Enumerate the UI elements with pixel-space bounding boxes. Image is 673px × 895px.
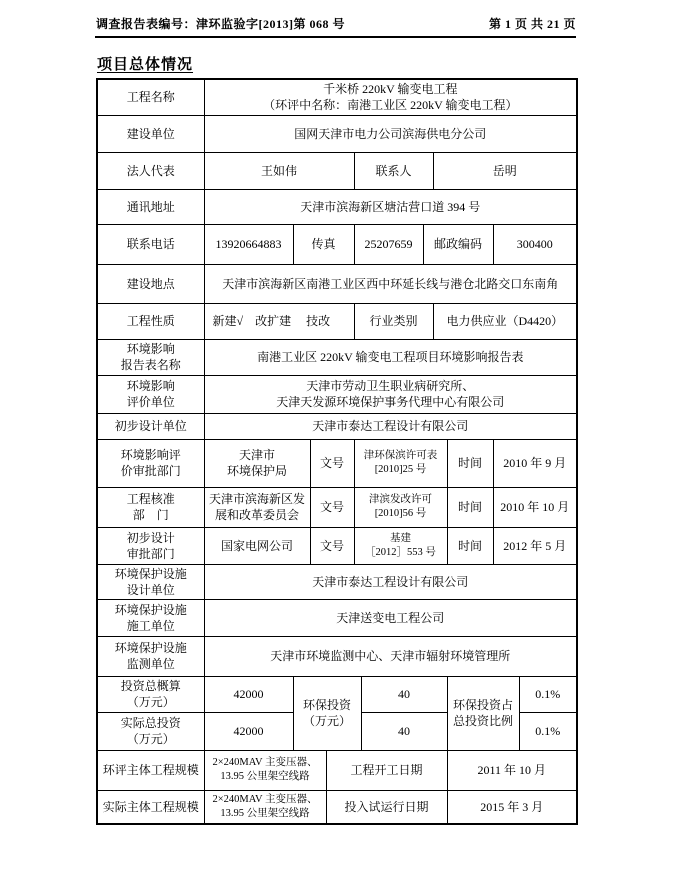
value-construction-unit: 国网天津市电力公司滨海供电分公司 bbox=[204, 115, 577, 152]
table-row bbox=[97, 264, 577, 303]
header-rule bbox=[95, 36, 576, 38]
value-contact-person: 岳明 bbox=[433, 152, 577, 189]
label-eia-approval-time: 时间 bbox=[447, 439, 493, 487]
label-eia-report-name: 环境影响 报告表名称 bbox=[97, 339, 204, 375]
value-eia-approval-time: 2010 年 9 月 bbox=[493, 439, 577, 487]
page-header bbox=[96, 15, 576, 32]
label-project-approval-dept: 工程核准 部 门 bbox=[97, 487, 204, 527]
label-fax: 传真 bbox=[293, 224, 354, 264]
table-row bbox=[97, 439, 577, 487]
label-project-nature: 工程性质 bbox=[97, 303, 204, 339]
label-ep-facility-design-unit: 环境保护设施 设计单位 bbox=[97, 564, 204, 599]
label-approval-doc-number: 文号 bbox=[310, 487, 354, 527]
table-row bbox=[97, 375, 577, 413]
label-trial-operation-date: 投入试运行日期 bbox=[326, 790, 447, 824]
table-row bbox=[97, 527, 577, 564]
table-row bbox=[97, 413, 577, 439]
value-industry-category: 电力供应业（D4420） bbox=[433, 303, 577, 339]
label-total-investment-estimate: 投资总概算 （万元） bbox=[97, 676, 204, 712]
label-construction-site: 建设地点 bbox=[97, 264, 204, 303]
label-industry-category: 行业类别 bbox=[354, 303, 433, 339]
table-body bbox=[97, 79, 577, 824]
label-actual-main-project-scale: 实际主体工程规模 bbox=[97, 790, 204, 824]
label-construction-unit: 建设单位 bbox=[97, 115, 204, 152]
value-project-name: 千米桥 220kV 输变电工程 （环评中名称：南港工业区 220kV 输变电工程） bbox=[204, 79, 577, 115]
value-ep-facility-monitoring-unit: 天津市环境监测中心、天津市辐射环境管理所 bbox=[204, 636, 577, 676]
value-approval-time: 2010 年 10 月 bbox=[493, 487, 577, 527]
table-row bbox=[97, 189, 577, 224]
table-row bbox=[97, 636, 577, 676]
value-trial-operation-date: 2015 年 3 月 bbox=[447, 790, 577, 824]
value-design-doc-number: 基建 ［2012］553 号 bbox=[354, 527, 447, 564]
label-actual-total-investment: 实际总投资 （万元） bbox=[97, 712, 204, 750]
value-ep-facility-construction-unit: 天津送变电工程公司 bbox=[204, 599, 577, 636]
value-project-approval-dept: 天津市滨海新区发 展和改革委员会 bbox=[204, 487, 310, 527]
value-ep-investment-ratio-actual: 0.1% bbox=[519, 712, 577, 750]
table-row bbox=[97, 487, 577, 527]
value-eia-approval-dept: 天津市 环境保护局 bbox=[204, 439, 310, 487]
label-design-doc-number: 文号 bbox=[310, 527, 354, 564]
table-row bbox=[97, 224, 577, 264]
label-legal-representative: 法人代表 bbox=[97, 152, 204, 189]
value-construction-start-date: 2011 年 10 月 bbox=[447, 750, 577, 790]
page-number: 第 1 页 共 21 页 bbox=[488, 17, 576, 31]
value-approval-doc-number: 津滨发改许可 [2010]56 号 bbox=[354, 487, 447, 527]
table-row bbox=[97, 564, 577, 599]
value-actual-main-project-scale: 2×240MAV 主变压器、 13.95 公里架空线路 bbox=[204, 790, 326, 824]
value-eia-main-project-scale: 2×240MAV 主变压器、 13.95 公里架空线路 bbox=[204, 750, 326, 790]
table-row bbox=[97, 790, 577, 824]
label-ep-investment-ratio: 环保投资占 总投资比例 bbox=[447, 676, 519, 750]
value-phone: 13920664883 bbox=[204, 224, 293, 264]
label-approval-time: 时间 bbox=[447, 487, 493, 527]
label-contact-person: 联系人 bbox=[354, 152, 433, 189]
label-eia-unit: 环境影响 评价单位 bbox=[97, 375, 204, 413]
table-row bbox=[97, 750, 577, 790]
value-actual-total-investment: 42000 bbox=[204, 712, 293, 750]
table-row bbox=[97, 339, 577, 375]
table-row bbox=[97, 79, 577, 115]
table-row bbox=[97, 599, 577, 636]
table-row bbox=[97, 152, 577, 189]
value-total-investment-estimate: 42000 bbox=[204, 676, 293, 712]
section-title: 项目总体情况 bbox=[97, 57, 194, 73]
label-eia-main-project-scale: 环评主体工程规模 bbox=[97, 750, 204, 790]
value-fax: 25207659 bbox=[354, 224, 423, 264]
report-number: 调查报告表编号：津环监验字[2013]第 068 号 bbox=[96, 17, 345, 31]
label-design-approval-time: 时间 bbox=[447, 527, 493, 564]
label-mailing-address: 通讯地址 bbox=[97, 189, 204, 224]
value-design-approval-time: 2012 年 5 月 bbox=[493, 527, 577, 564]
label-ep-investment: 环保投资 （万元） bbox=[293, 676, 361, 750]
value-eia-unit: 天津市劳动卫生职业病研究所、 天津天发源环境保护事务代理中心有限公司 bbox=[204, 375, 577, 413]
value-construction-site: 天津市滨海新区南港工业区西中环延长线与港仓北路交口东南角 bbox=[204, 264, 577, 303]
label-preliminary-design-unit: 初步设计单位 bbox=[97, 413, 204, 439]
value-ep-facility-design-unit: 天津市泰达工程设计有限公司 bbox=[204, 564, 577, 599]
table-row bbox=[97, 303, 577, 339]
label-phone: 联系电话 bbox=[97, 224, 204, 264]
label-ep-facility-construction-unit: 环境保护设施 施工单位 bbox=[97, 599, 204, 636]
value-postal-code: 300400 bbox=[493, 224, 577, 264]
label-postal-code: 邮政编码 bbox=[423, 224, 493, 264]
table-row bbox=[97, 676, 577, 712]
label-project-name: 工程名称 bbox=[97, 79, 204, 115]
value-legal-representative: 王如伟 bbox=[204, 152, 354, 189]
value-ep-investment-estimate: 40 bbox=[361, 676, 447, 712]
label-ep-facility-monitoring-unit: 环境保护设施 监测单位 bbox=[97, 636, 204, 676]
table-row bbox=[97, 115, 577, 152]
label-construction-start-date: 工程开工日期 bbox=[326, 750, 447, 790]
label-eia-doc-number: 文号 bbox=[310, 439, 354, 487]
value-preliminary-design-unit: 天津市泰达工程设计有限公司 bbox=[204, 413, 577, 439]
value-eia-report-name: 南港工业区 220kV 输变电工程项目环境影响报告表 bbox=[204, 339, 577, 375]
value-ep-investment-actual: 40 bbox=[361, 712, 447, 750]
project-overview-table bbox=[96, 78, 578, 825]
value-eia-doc-number: 津环保滨许可表 [2010]25 号 bbox=[354, 439, 447, 487]
value-project-nature: 新建√ 改扩建 技改 bbox=[204, 303, 354, 339]
value-mailing-address: 天津市滨海新区塘沽营口道 394 号 bbox=[204, 189, 577, 224]
label-design-approval-dept: 初步设计 审批部门 bbox=[97, 527, 204, 564]
value-ep-investment-ratio-estimate: 0.1% bbox=[519, 676, 577, 712]
value-design-approval-dept: 国家电网公司 bbox=[204, 527, 310, 564]
label-eia-approval-dept: 环境影响评 价审批部门 bbox=[97, 439, 204, 487]
